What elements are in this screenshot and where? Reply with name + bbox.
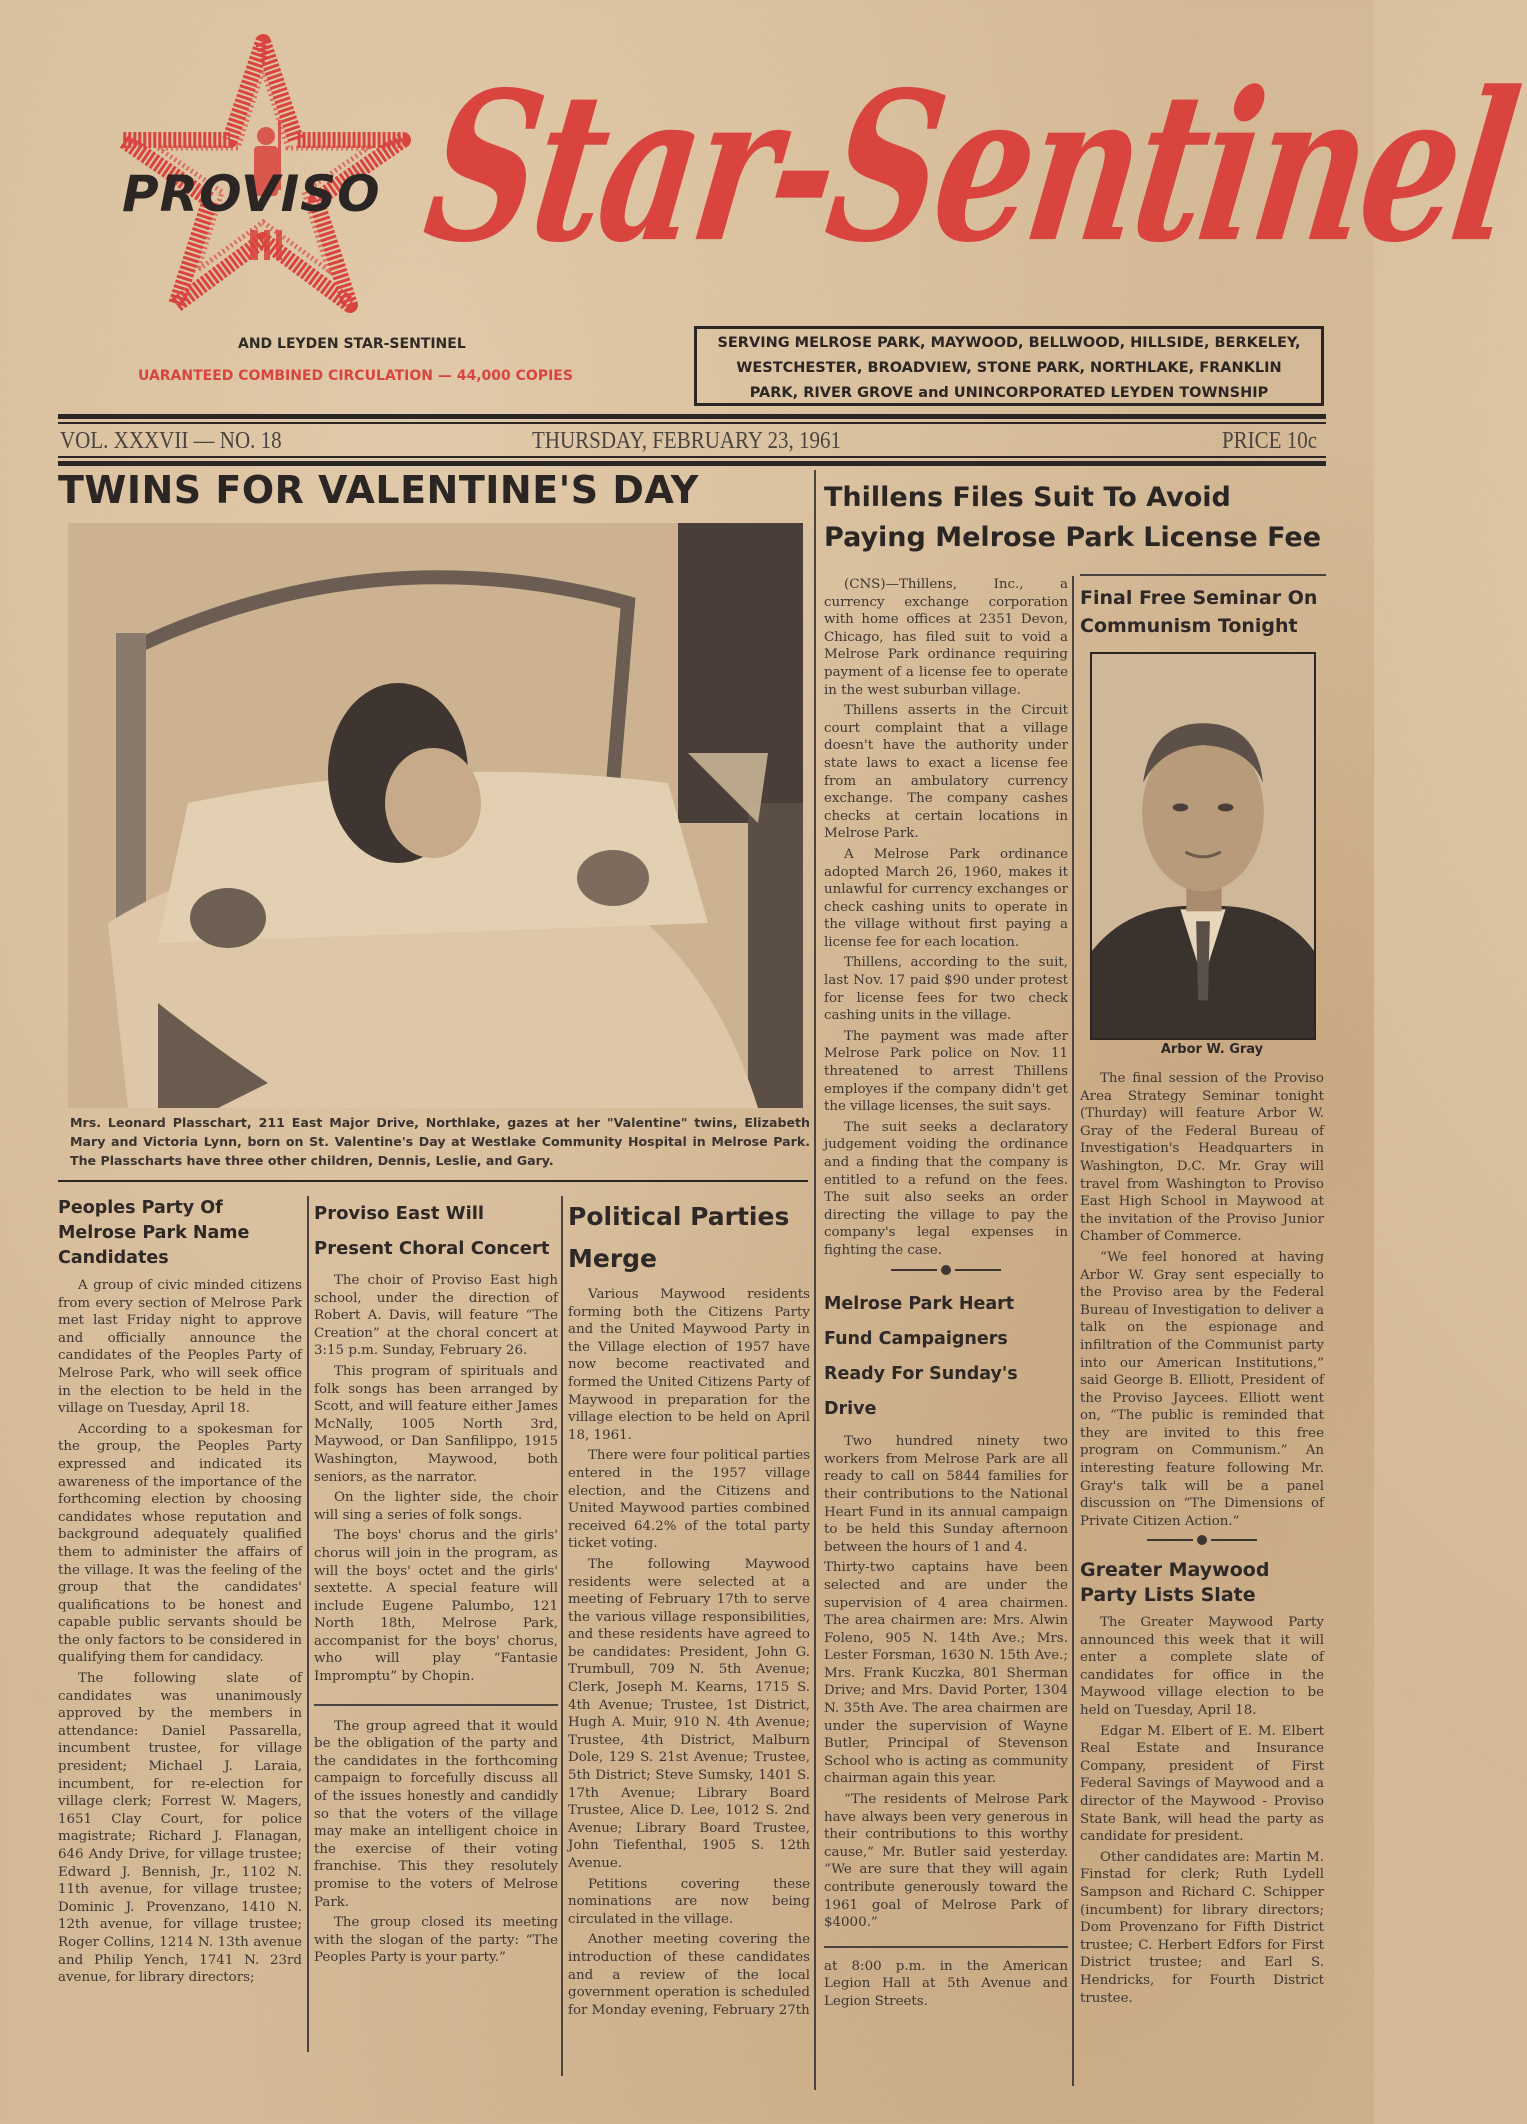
folio-rule [58,456,1326,458]
masthead-rule [58,422,1326,424]
seminar-body [1080,1070,1324,2010]
seminar-headline: Final Free Seminar On Communism Tonight [1080,587,1318,637]
peoples-party-article [58,1196,302,1990]
continued-paragraph: The group agreed that it would be the obligation of the party and the candidates in the forthcoming campaign to forcefully discuss all of the issues honestly and candidly so that the voters of the village may make an intelligent choice in the exercise of their voting franchise. This they resolutely promise to the voters of Melrose Park. [314,1718,558,1910]
story-divider [1080,1534,1324,1552]
masthead-subtitle: AND LEYDEN STAR-SENTINEL [238,336,466,352]
article-paragraph: Thillens asserts in the Circuit court complaint that a village doesn't have the authority under state laws to exact a license fee from an ambulatory currency exchange. The company cashes checks at certain locations in Melrose Park. [824,703,1068,842]
column-rule [1080,574,1326,576]
story-divider [824,1264,1068,1282]
portrait-caption: Arbor W. Gray [1160,1042,1264,1057]
article-paragraph: The payment was made after Melrose Park police on Nov. 11 threatened to arrest Thillens employes if the company didn't get the village licenses, the suit says. [824,1028,1068,1115]
article-paragraph: Thirty-two captains have been selected and are under the supervision of 4 area chairmen. The area chairmen are: Mrs. Alwin Foleno, 905 N. 14th Ave.; Mrs. Lester Forsman, 1630 N. 15th Ave.; Mrs. Frank Kuczka, 801 Sherman Drive; and Mrs. David Porter, 1304 N. 35th Ave. The area chairmen are under the supervision of Wayne Butler, Principal of Stevenson School who is acting as community chairman again this year. [824,1560,1068,1787]
article-paragraph: A Melrose Park ordinance adopted March 26, 1960, makes it unlawful for currency exchanges or check cashing units to operate in the village without first paying a license fee for each location. [824,846,1068,950]
column-rule [307,1196,309,2052]
peoples-party-headline: Peoples Party Of Melrose Park Name Candidates [58,1198,250,1268]
article-paragraph: The suit seeks a declaratory judgement voiding the ordinance and a finding that the company is entitled to a refund on the fees. The suit also seeks an order directing the village to pay the company's legal expenses in fighting the case. [824,1119,1068,1258]
choral-headline: Proviso East Will Present Choral Concert [314,1203,550,1259]
circulation-notice: UARANTEED COMBINED CIRCULATION — 44,000 COPIES [138,368,573,384]
service-area-line: PARK, RIVER GROVE and UNINCORPORATED LEYDEN TOWNSHIP [749,385,1269,401]
article-paragraph: A group of civic minded citizens from every section of Melrose Park met last Friday night to approve and officially announce the candidates of the Peoples Party of Melrose Park, who will seek office in the election to be held in the village on Tuesday, April 18. [58,1278,302,1417]
article-paragraph: The final session of the Proviso Area Strategy Seminar tonight (Thurday) will feature Arbor W. Gray of the Federal Bureau of Investigation's Headquarters in Washington, D.C. Mr. Gray will travel from Washington to Proviso East High School in Maywood at the invitation of the Proviso Junior Chamber of Commerce. [1080,1071,1324,1245]
choral-article [314,1196,558,1970]
column-rule [1072,576,1074,2086]
article-paragraph: According to a spokesman for the group, the Peoples Party expressed and indicated its awareness of the importance of the forthcoming election by choosing candidates whose reputation and background adequately qualified them to administer the affairs of the village. It was the feeling of the group that the candidates' qualifications to be honest and capable public servants should be the only factors to be considered in qualifying them for candidacy. [58,1421,302,1666]
political-headline: Political Parties Merge [568,1202,790,1273]
article-paragraph: Edgar M. Elbert of E. M. Elbert Real Estate and Insurance Company, president of First Federal Savings of Maywood and a director of the Maywood - Proviso State Bank, will head the party as candidate for president. [1080,1723,1324,1845]
logo-wordmark: PROVISO [122,165,381,223]
continued-paragraph: The group closed its meeting with the slogan of the party: “The Peoples Party is your party.” [314,1915,558,1966]
article-paragraph: Another meeting covering the introduction of these candidates and a review of the local government operation is scheduled for Monday evening, February 27th [568,1932,810,2018]
article-paragraph: There were four political parties entered in the 1957 village election, and the Citizens and United Maywood parties combined received 64.2% of the total party ticket voting. [568,1448,810,1552]
article-paragraph: (CNS)—Thillens, Inc., a currency exchange corporation with home offices at 2351 Devon, Chicago, has filed suit to void a Melrose Park ordinance requiring payment of a license fee to operate in the west suburban village. [824,577,1068,698]
photo-mother-twins [68,523,803,1108]
article-paragraph: “The residents of Melrose Park have always been very generous in their contributions to this worthy cause,” Mr. Butler said yesterday. “We are sure that they will again contribute generously toward the 1961 goal of Melrose Park of $4000.” [824,1792,1068,1931]
article-paragraph: The following Maywood residents were selected at a meeting of February 17th to serve the various village responsibilities, and these residents have agreed to be candidates: President, John G. Trumbull, 709 N. 5th Avenue; Clerk, Joseph M. Kearns, 1715 S. 4th Avenue; Trustee, 1st District, Hugh A. Muir, 910 N. 4th Avenue; Trustee, 4th District, Malburn Dole, 129 S. 21st Avenue; Trustee, 5th District; Steve Sumsky, 1401 S. 17th Avenue; Library Board Trustee, Alice D. Lee, 1012 S. 2nd Avenue; Library Board Trustee, John Tiefenthal, 1905 S. 12th Avenue. [568,1556,810,1871]
heart-fund-headline: Melrose Park Heart Fund Campaigners Ready For Sunday's Drive [824,1294,1018,1420]
column-rule [814,470,816,2090]
article-paragraph: “We feel honored at having Arbor W. Gray sent especially to the Proviso area by the Federal Bureau of Investigation to deliver a talk on the espionage and infiltration of the Communist party into our American Institutions,” said George B. Elliott, President of the Proviso Jaycees. Elliott went on, “The public is reminded that they are invited to this free program on Communism.” An interesting feature following Mr. Gray's talk will be a panel discussion on “The Dimensions of Private Citizen Action.” [1080,1249,1324,1529]
article-paragraph: The choir of Proviso East high school, under the direction of Robert A. Davis, will feature “The Creation” at the choral concert at 3:15 p.m. Sunday, February 26. [314,1273,558,1359]
photo-caption: Mrs. Leonard Plasschart, 211 East Major Drive, Northlake, gazes at her "Valentine" twins, Elizabeth Mary and Victoria Lynn, born on St. Valentine's Day at Westlake Community Hospital in Melrose Park. The Plasscharts have three other children, Dennis, Leslie, and Gary. [70,1115,810,1168]
article-paragraph: The Greater Maywood Party announced this week that it will enter a complete slate of candidates for office in the Maywood village election to be held on Tuesday, April 18. [1080,1615,1324,1718]
thillens-headline: Thillens Files Suit To Avoid Paying Melrose Park License Fee [824,482,1322,553]
article-paragraph: The boys' chorus and the girls' chorus will join in the program, as will the boys' octet and the girls' sextette. A special feature will include Eugene Palumbo, 121 North 18th, Melrose Park, accompanist for the boys' chorus, who will play “Fantasie Impromptu” by Chopin. [314,1528,558,1685]
article-paragraph: On the lighter side, the choir will sing a series of folk songs. [314,1490,558,1523]
greater-maywood-headline: Greater Maywood Party Lists Slate [1080,1559,1270,1607]
article-paragraph: Other candidates are: Martin M. Finstad for clerk; Ruth Lydell Sampson and Richard C. Schipper (incumbent) for library directors; Dom Provenzano for Fifth District trustee; C. Herbert Edfors for First District trustee; and Earl S. Hendricks, for Fourth District trustee. [1080,1849,1324,2006]
continued-text: at 8:00 p.m. in the American Legion Hall at 5th Avenue and Legion Streets. [824,1958,1068,2009]
article-paragraph: Petitions covering these nominations are now being circulated in the village. [568,1876,810,1927]
article-paragraph: This program of spirituals and folk songs has been arranged by Scott, and will feature either James McNally, 1005 North 3rd, Maywood, or Dan Sanfilippo, 1915 Washington, Maywood, both seniors, as the narrator. [314,1363,558,1485]
service-area-box [694,326,1324,406]
article-paragraph: Two hundred ninety two workers from Melrose Park are all ready to call on 5844 families for their contributions to the National Heart Fund in its annual campaign to be held this Sunday afternoon between the hours of 1 and 4. [824,1434,1068,1555]
issue-date: THURSDAY, FEBRUARY 23, 1961 [532,426,842,454]
masthead-rule [58,414,1326,419]
seminar-article [1080,584,1328,646]
column-rule [561,1196,563,2076]
article-paragraph: Various Maywood residents forming both the Citizens Party and the United Maywood Party in the Village election of 1957 have now become reactivated and formed the United Citizens Party of Maywood in preparation for the village election to be held on April 18, 1961. [568,1287,810,1443]
volume-number: VOL. XXXVII — NO. 18 [60,426,282,454]
lead-headline: TWINS FOR VALENTINE'S DAY [58,468,699,512]
story-rule [314,1704,558,1706]
folio-rule [58,461,1326,466]
service-area-line: WESTCHESTER, BROADVIEW, STONE PARK, NORTHLAKE, FRANKLIN [736,360,1282,376]
issue-price: PRICE 10c [1222,426,1318,454]
story-rule [824,1946,1068,1948]
portrait-man-suit [1090,652,1316,1040]
political-article [568,1196,810,2022]
newspaper-title: Star-Sentinel [413,46,1527,288]
section-rule [58,1180,808,1182]
service-area-line: SERVING MELROSE PARK, MAYWOOD, BELLWOOD, HILLSIDE, BERKELEY, [717,335,1301,351]
article-paragraph: The following slate of candidates was unanimously approved by the members in attendance: Daniel Passarella, incumbent trustee, for village president; Michael J. Laraia, incumbent, for re-election for village clerk; Forrest W. Magers, 1651 Clay Court, for police magistrate; Richard J. Flanagan, 646 Andy Drive, for village trustee; Edward J. Bennish, Jr., 1102 N. 11th avenue, for village trustee; Dominic J. Provenzano, 1410 N. 12th avenue, for village trustee; Roger Collins, 1214 N. 13th avenue and Philip Yench, 1741 N. 23rd avenue, for library directors; [58,1671,302,1986]
thillens-article [824,576,1068,2014]
article-paragraph: Thillens, according to the suit, last Nov. 17 paid $90 under protest for license fees for two check cashing units in the village. [824,955,1068,1024]
